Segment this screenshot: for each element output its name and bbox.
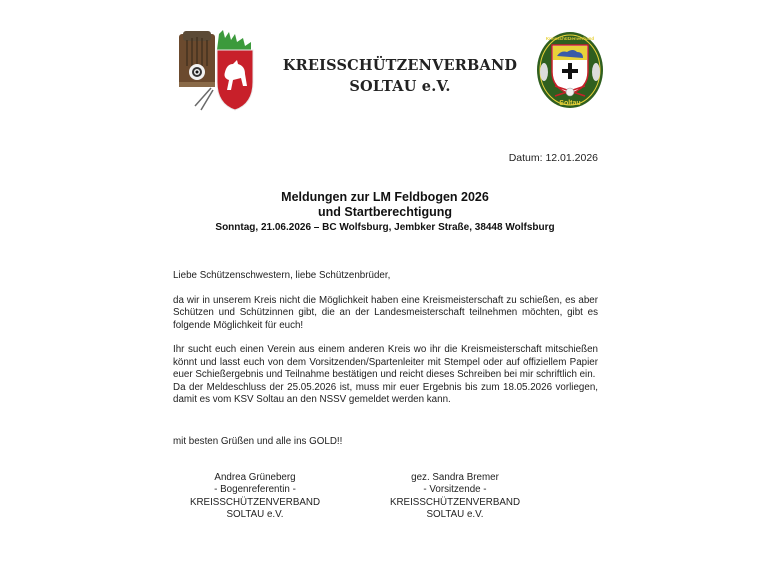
signature-block-left	[170, 472, 340, 521]
oak-leaves-icon	[217, 30, 251, 50]
signatory-org-suffix: SOLTAU e.V.	[426, 508, 484, 520]
signatory-name: Andrea Grüneberg	[214, 472, 296, 483]
signatory-role: - Bogenreferentin -	[214, 484, 296, 496]
paragraph-instructions: Ihr sucht euch einen Verein aus einem anderen Kreis wo ihr die Kreismeisterschaft mitschießen könnt und lasst euch von dem Vorsitzenden/Spartenleiter mit Stempel oder auf offiziellem Papier euer Schießergebnis und Teilnahme bestätigen und reicht dieses Schreiben bei mir schriftlich ein.	[173, 344, 598, 381]
badge-logo-graphic	[535, 30, 605, 110]
red-shield-shape	[217, 50, 253, 110]
crest-logo-graphic	[175, 28, 255, 114]
signatory-org: KREISSCHÜTZENVERBAND	[389, 496, 521, 508]
organization-name	[275, 55, 525, 97]
letter-body	[173, 270, 598, 406]
event-details: Sonntag, 21.06.2026 – BC Wolfsburg, Jembker Straße, 38448 Wolfsburg	[215, 222, 555, 233]
badge-target-icon	[566, 88, 574, 96]
document-date: Datum: 12.01.2026	[508, 152, 598, 164]
org-name-line2: SOLTAU e.V.	[349, 78, 451, 95]
closing-line: mit besten Grüßen und alle ins GOLD!!	[173, 436, 343, 447]
title-line2: und Startberechtigung	[317, 205, 453, 219]
signatory-name: gez. Sandra Bremer	[411, 472, 499, 483]
signature-block-right	[370, 472, 540, 521]
badge-text-bottom: Soltau	[559, 100, 581, 107]
ksv-crest-logo	[175, 28, 255, 114]
paragraph-intro: da wir in unserem Kreis nicht die Möglichkeit haben eine Kreismeisterschaft zu schießen, es aber Schützen und Schützinnen gibt, die an der Landesmeisterschaft teilnehmen möchten, gibt es folgende Möglichkeit für euch!	[173, 294, 598, 331]
badge-text-top: Kreisschützenverband	[545, 36, 595, 41]
ksv-badge-logo	[535, 30, 605, 110]
paragraph-deadline: Da der Meldeschluss der 25.05.2026 ist, muss mir euer Ergebnis bis zum 18.05.2026 vorliegen, damit es vom KSV Soltau an den NSSV gemeldet werden kann.	[173, 381, 598, 406]
title-line1: Meldungen zur LM Feldbogen 2026	[281, 190, 489, 204]
signatory-org: KREISSCHÜTZENVERBAND	[189, 496, 321, 508]
signatory-org-suffix: SOLTAU e.V.	[226, 508, 284, 520]
signatory-role: - Vorsitzende -	[423, 484, 487, 496]
org-name-line1: KREISSCHÜTZENVERBAND	[282, 57, 518, 74]
greeting: Liebe Schützenschwestern, liebe Schützenbrüder,	[173, 270, 391, 281]
document-title-block	[170, 190, 600, 234]
